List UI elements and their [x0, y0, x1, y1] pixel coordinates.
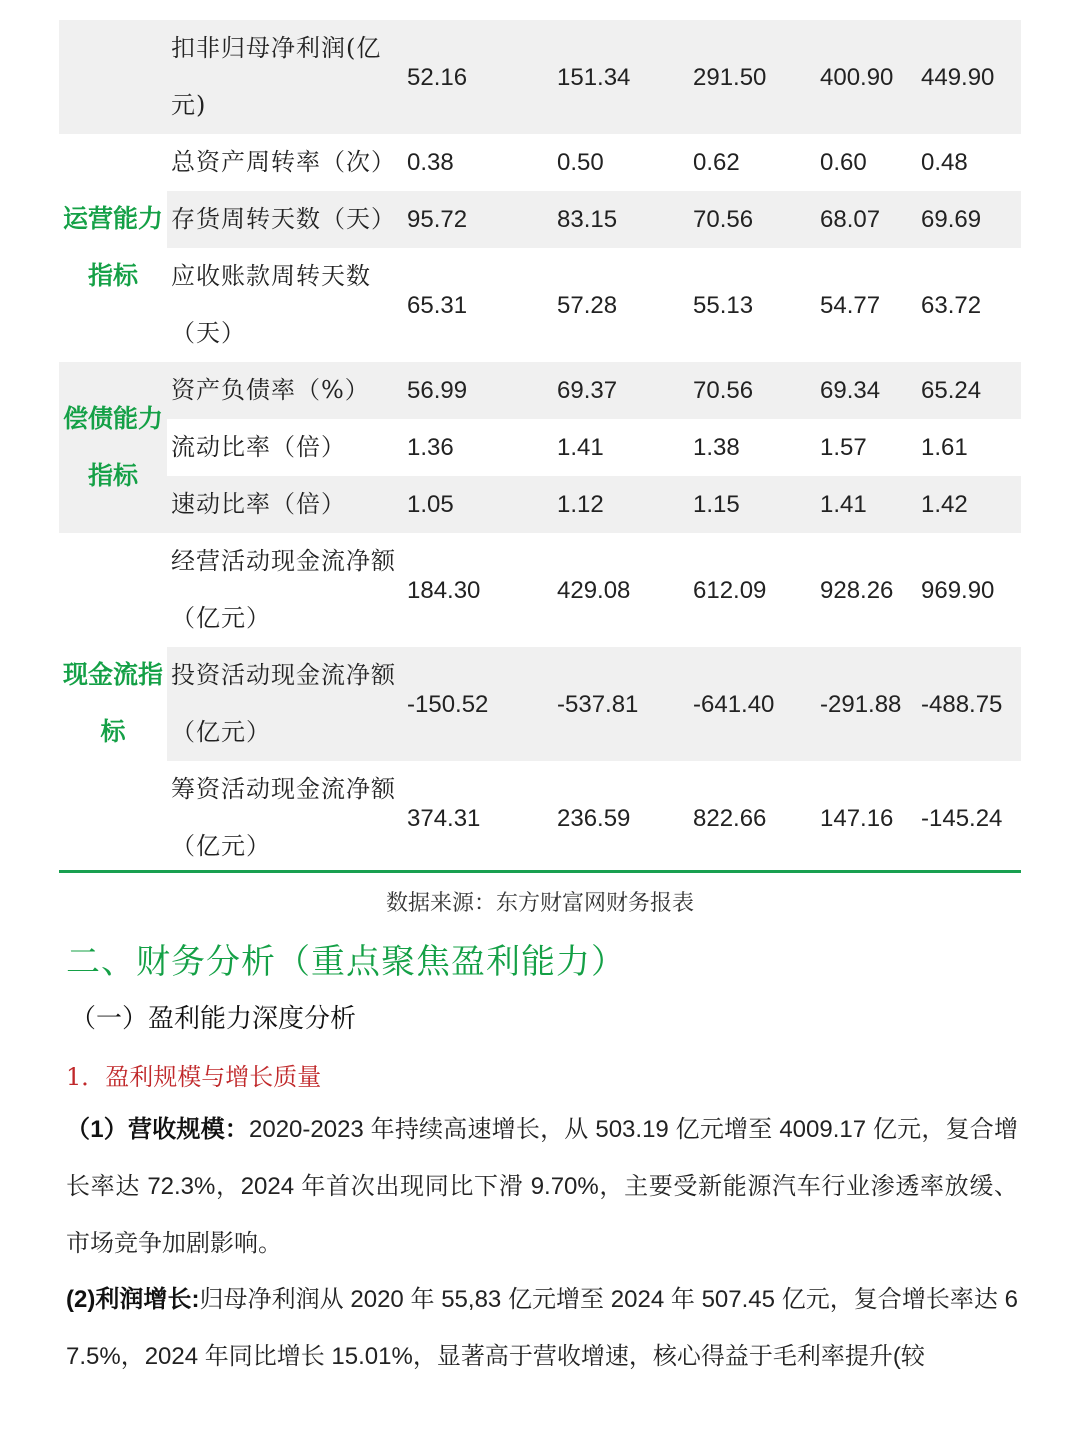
paragraph-text: 2020-2023 年持续高速增长，从 503.19 亿元增至 4009.17 亿元，复合增长率达 72.3%，2024 年首次出现同比下滑 9.70%，主要受新能源汽车行业渗透率放缓、市场竞争加剧影响。 — [66, 1116, 1018, 1257]
table-row — [59, 20, 1021, 134]
data-source-note: 数据来源：东方财富网财务报表 — [385, 891, 694, 916]
value-cell: 969.90 — [921, 533, 1021, 647]
value-cell: 151.34 — [557, 20, 693, 134]
value-cell: 83.15 — [557, 191, 693, 248]
value-cell: 928.26 — [820, 533, 921, 647]
table-row — [59, 191, 1021, 248]
indicator-name: 应收账款周转天数（天） — [167, 248, 407, 362]
value-cell: -145.24 — [921, 761, 1021, 875]
value-cell: 68.07 — [820, 191, 921, 248]
value-cell: 65.24 — [921, 362, 1021, 419]
value-cell: 54.77 — [820, 248, 921, 362]
value-cell: 612.09 — [693, 533, 820, 647]
paragraph-label: (2)利润增长: — [66, 1286, 200, 1313]
section-heading: 二、财务分析（重点聚焦盈利能力） — [66, 942, 626, 982]
indicator-name: 总资产周转率（次） — [167, 134, 407, 191]
value-cell: 0.62 — [693, 134, 820, 191]
value-cell: 63.72 — [921, 248, 1021, 362]
value-cell: 1.15 — [693, 476, 820, 533]
table-row — [59, 533, 1021, 647]
value-cell: 374.31 — [407, 761, 557, 875]
value-cell: -537.81 — [557, 647, 693, 761]
value-cell: 1.38 — [693, 419, 820, 476]
value-cell: 1.12 — [557, 476, 693, 533]
indicator-name: 速动比率（倍） — [167, 476, 407, 533]
indicator-name: 资产负债率（%） — [167, 362, 407, 419]
value-cell: 822.66 — [693, 761, 820, 875]
table-row — [59, 362, 1021, 419]
indicator-name: 存货周转天数（天） — [167, 191, 407, 248]
paragraph-label: （1）营收规模： — [66, 1116, 249, 1143]
group-label-solvency: 偿债能力指标 — [59, 362, 167, 533]
indicator-name: 投资活动现金流净额（亿元） — [167, 647, 407, 761]
paragraph-text: 归母净利润从 2020 年 55,83 亿元增至 2024 年 507.45 亿元，复合增长率达 67.5%，2024 年同比增长 15.01%，显著高于营收增速，核心得益于毛利率提升(较 — [66, 1286, 1019, 1370]
value-cell: 400.90 — [820, 20, 921, 134]
value-cell: 429.08 — [557, 533, 693, 647]
value-cell: 0.50 — [557, 134, 693, 191]
profit-paragraph — [66, 1271, 1018, 1385]
value-cell: 69.69 — [921, 191, 1021, 248]
topic-heading: 1．盈利规模与增长质量 — [66, 1063, 322, 1091]
indicator-name: 流动比率（倍） — [167, 419, 407, 476]
group-label-cashflow: 现金流指标 — [59, 533, 167, 875]
value-cell: 52.16 — [407, 20, 557, 134]
group-label-operation: 运营能力指标 — [59, 134, 167, 362]
value-cell: 1.36 — [407, 419, 557, 476]
value-cell: 70.56 — [693, 362, 820, 419]
value-cell: 147.16 — [820, 761, 921, 875]
value-cell: -150.52 — [407, 647, 557, 761]
subsection-heading: （一）盈利能力深度分析 — [70, 1004, 357, 1034]
table-row — [59, 248, 1021, 362]
value-cell: 184.30 — [407, 533, 557, 647]
value-cell: 1.61 — [921, 419, 1021, 476]
value-cell: 0.48 — [921, 134, 1021, 191]
indicator-name: 筹资活动现金流净额（亿元） — [167, 761, 407, 875]
indicator-name: 扣非归母净利润(亿元) — [167, 20, 407, 134]
value-cell: 236.59 — [557, 761, 693, 875]
value-cell: 0.60 — [820, 134, 921, 191]
indicator-name: 经营活动现金流净额（亿元） — [167, 533, 407, 647]
value-cell: 55.13 — [693, 248, 820, 362]
table-row — [59, 647, 1021, 761]
financial-indicators-table — [59, 20, 1021, 875]
table-row — [59, 134, 1021, 191]
value-cell: 57.28 — [557, 248, 693, 362]
value-cell: 1.42 — [921, 476, 1021, 533]
group-label-blank — [59, 20, 167, 134]
value-cell: -488.75 — [921, 647, 1021, 761]
value-cell: -641.40 — [693, 647, 820, 761]
value-cell: 1.41 — [557, 419, 693, 476]
value-cell: 95.72 — [407, 191, 557, 248]
value-cell: 1.05 — [407, 476, 557, 533]
value-cell: 56.99 — [407, 362, 557, 419]
value-cell: 70.56 — [693, 191, 820, 248]
table-bottom-rule — [59, 870, 1021, 873]
value-cell: -291.88 — [820, 647, 921, 761]
table-row — [59, 476, 1021, 533]
revenue-paragraph — [66, 1101, 1018, 1272]
value-cell: 449.90 — [921, 20, 1021, 134]
value-cell: 0.38 — [407, 134, 557, 191]
value-cell: 1.41 — [820, 476, 921, 533]
value-cell: 291.50 — [693, 20, 820, 134]
value-cell: 69.34 — [820, 362, 921, 419]
value-cell: 65.31 — [407, 248, 557, 362]
value-cell: 1.57 — [820, 419, 921, 476]
table-row — [59, 419, 1021, 476]
table-row — [59, 761, 1021, 875]
value-cell: 69.37 — [557, 362, 693, 419]
